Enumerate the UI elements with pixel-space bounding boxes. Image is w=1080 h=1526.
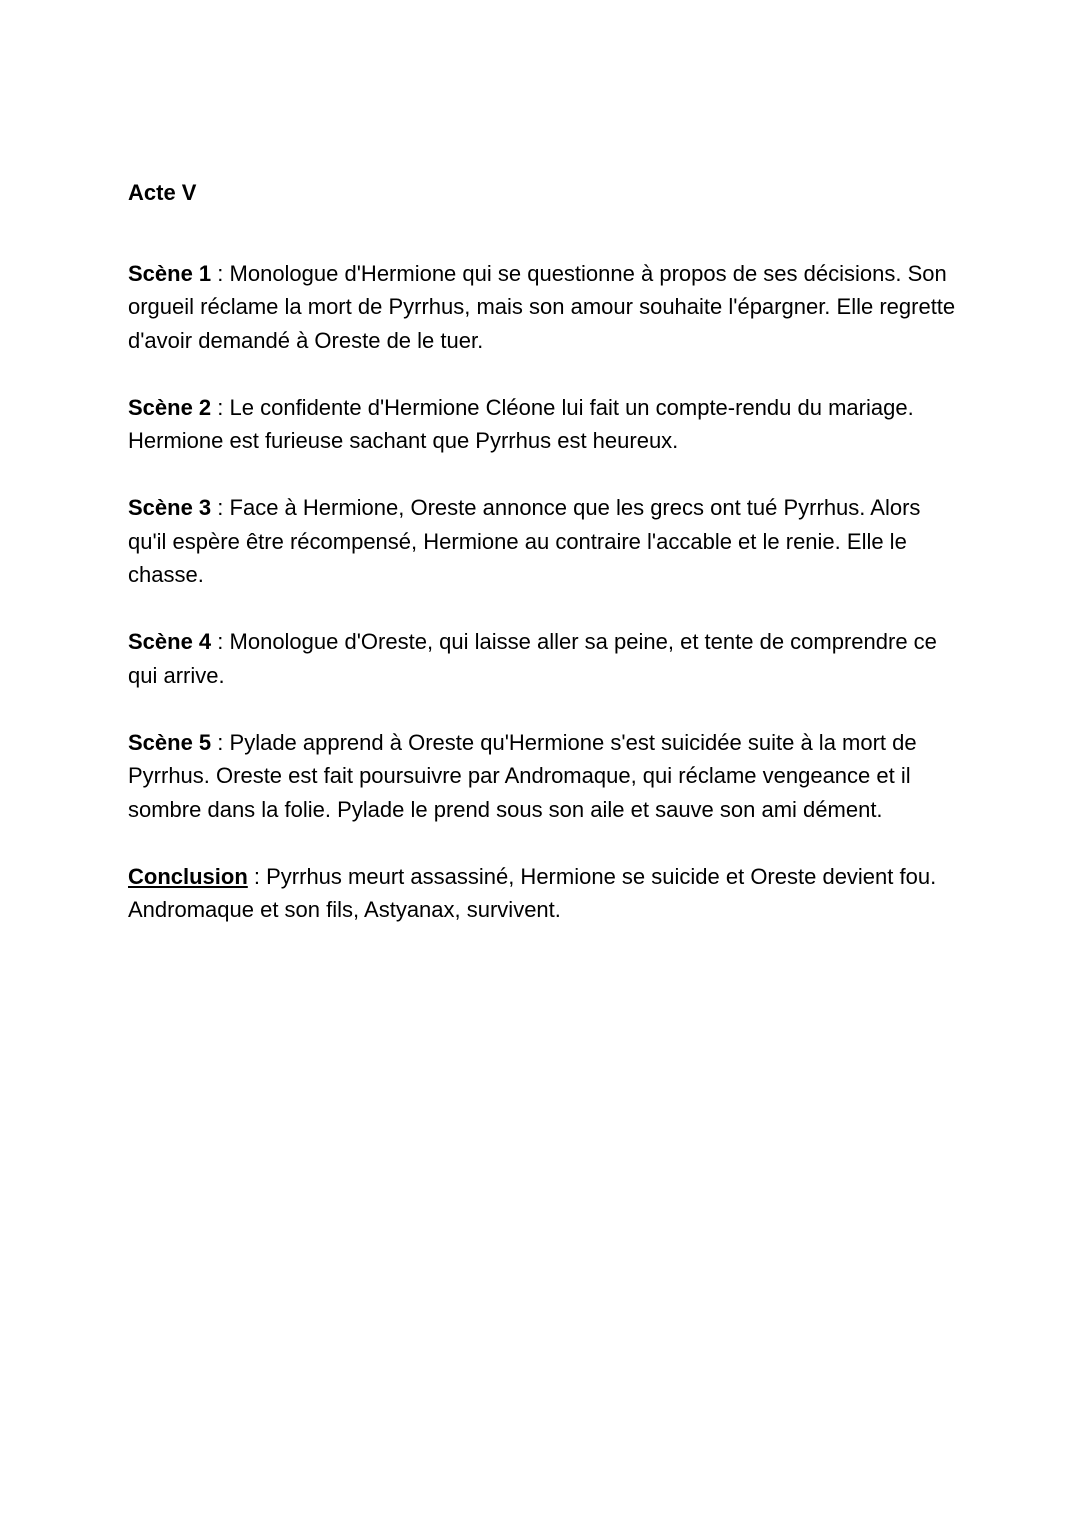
scene-text: Le confidente d'Hermione Cléone lui fait un compte-rendu du mariage. Hermione est furieuse sachant que Pyrrhus est heureux. [128,394,914,453]
conclusion-paragraph [128,860,958,927]
scene-text: Pylade apprend à Oreste qu'Hermione s'est suicidée suite à la mort de Pyrrhus. Oreste est fait poursuivre par Andromaque, qui réclame vengeance et il sombre dans la folie. Pylade le prend sous son aile et sauve son ami dément. [128,729,917,822]
conclusion-separator: : [247,863,267,889]
scene-separator: : [211,629,230,654]
scene-label: Scène 2 [128,394,212,420]
scene-text: Monologue d'Oreste, qui laisse aller sa peine, et tente de comprendre ce qui arrive. [128,629,937,688]
scene-paragraph [128,257,958,358]
scene-label: Scène 1 [128,260,212,286]
scene-label: Scène 5 [128,729,212,755]
scene-text: Face à Hermione, Oreste annonce que les grecs ont tué Pyrrhus. Alors qu'il espère être récompensé, Hermione au contraire l'accable et le renie. Elle le chasse. [128,495,921,587]
scene-paragraph [128,391,958,458]
scene-paragraph [128,726,958,827]
scene-separator: : [211,260,230,286]
scene-separator: : [211,394,230,420]
scene-paragraph [128,491,958,592]
scene-separator: : [211,495,230,520]
act-title: Acte V [128,180,197,205]
scene-label: Scène 4 [128,629,212,654]
document-content [128,176,958,960]
conclusion-text: Pyrrhus meurt assassiné, Hermione se suicide et Oreste devient fou. Andromaque et son fils, Astyanax, survivent. [128,863,937,922]
scene-separator: : [211,729,230,755]
scene-label: Scène 3 [128,495,212,520]
scene-text: Monologue d'Hermione qui se questionne à propos de ses décisions. Son orgueil réclame la mort de Pyrrhus, mais son amour souhaite l'épargner. Elle regrette d'avoir demandé à Oreste de le tuer. [128,260,956,353]
conclusion-label: Conclusion [128,863,248,889]
scene-paragraph [128,625,958,692]
